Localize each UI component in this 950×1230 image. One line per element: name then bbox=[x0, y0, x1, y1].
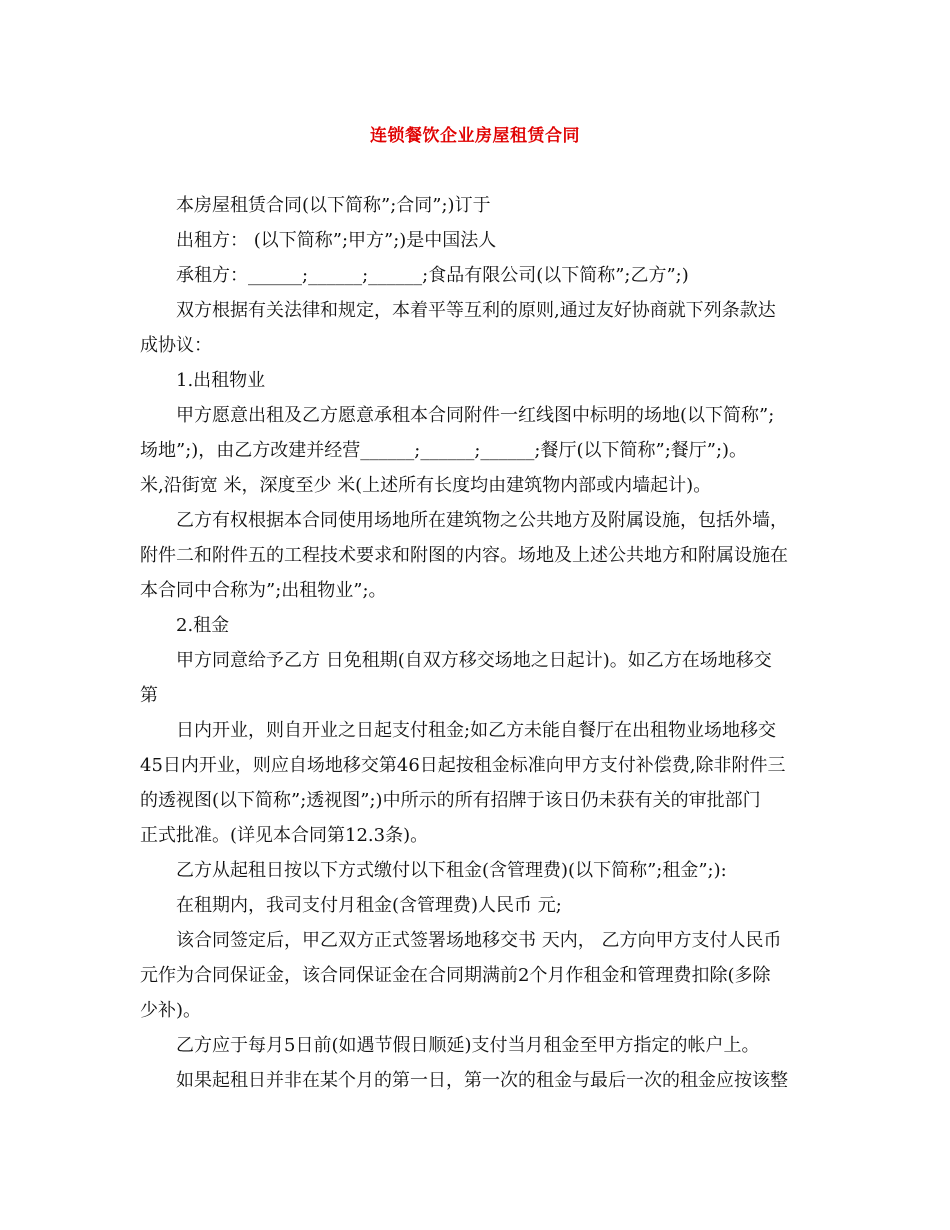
paragraph-line: 第 bbox=[140, 685, 158, 706]
paragraph-line: 附件二和附件五的工程技术要求和附图的内容。场地及上述公共地方和附属设施在 bbox=[140, 545, 788, 566]
paragraph-line: 甲方愿意出租及乙方愿意承租本合同附件一红线图中标明的场地(以下简称”; bbox=[176, 405, 775, 426]
paragraph-line: 出租方： (以下简称”;甲方”;)是中国法人 bbox=[176, 230, 497, 251]
paragraph-line: 在租期内，我司支付月租金(含管理费)人民币 元; bbox=[176, 895, 562, 916]
paragraph-line: 甲方同意给予乙方 日免租期(自双方移交场地之日起计)。如乙方在场地移交 bbox=[176, 650, 772, 671]
paragraph-line: 承租方：______;______;______;食品有限公司(以下简称”;乙方”;) bbox=[176, 265, 689, 286]
paragraph-line: 的透视图(以下简称”;透视图”;)中所示的所有招牌于该日仍未获有关的审批部门 bbox=[140, 790, 761, 811]
paragraph-line: 少补)。 bbox=[140, 1000, 202, 1021]
section-heading: 2.租金 bbox=[176, 615, 230, 636]
paragraph-line: 米,沿街宽 米，深度至少 米(上述所有长度均由建筑物内部或内墙起计)。 bbox=[140, 475, 712, 496]
paragraph-line: 双方根据有关法律和规定，本着平等互利的原则,通过友好协商就下列条款达 bbox=[176, 300, 776, 321]
paragraph-line: 日内开业，则自开业之日起支付租金;如乙方未能自餐厅在出租物业场地移交 bbox=[176, 720, 777, 741]
paragraph-line: 成协议： bbox=[140, 335, 212, 356]
paragraph-line: 45日内开业，则应自场地移交第46日起按租金标准向甲方支付补偿费,除非附件三 bbox=[140, 755, 786, 776]
paragraph-line: 本房屋租赁合同(以下简称”;合同”;)订于 bbox=[176, 195, 491, 216]
section-heading: 1.出租物业 bbox=[176, 370, 266, 391]
paragraph-line: 乙方应于每月5日前(如遇节假日顺延)支付当月租金至甲方指定的帐户上。 bbox=[176, 1035, 760, 1056]
paragraph-line: 乙方有权根据本合同使用场地所在建筑物之公共地方及附属设施，包括外墙， bbox=[176, 510, 788, 531]
paragraph-line: 元作为合同保证金，该合同保证金在合同期满前2个月作租金和管理费扣除(多除 bbox=[140, 965, 771, 986]
paragraph-line: 乙方从起租日按以下方式缴付以下租金(含管理费)(以下简称”;租金”;): bbox=[176, 860, 727, 881]
paragraph-line: 如果起租日并非在某个月的第一日，第一次的租金与最后一次的租金应按该整 bbox=[176, 1070, 788, 1091]
paragraph-line: 该合同签定后，甲乙双方正式签署场地移交书 天内， 乙方向甲方支付人民币 bbox=[176, 930, 782, 951]
paragraph-line: 正式批准。(详见本合同第12.3条)。 bbox=[140, 825, 429, 846]
paragraph-line: 本合同中合称为”;出租物业”;。 bbox=[140, 580, 387, 601]
document-title: 连锁餐饮企业房屋租赁合同 bbox=[370, 126, 580, 146]
paragraph-line: 场地”;)，由乙方改建并经营______;______;______;餐厅(以下简称”;餐厅”;)。 bbox=[140, 440, 748, 461]
